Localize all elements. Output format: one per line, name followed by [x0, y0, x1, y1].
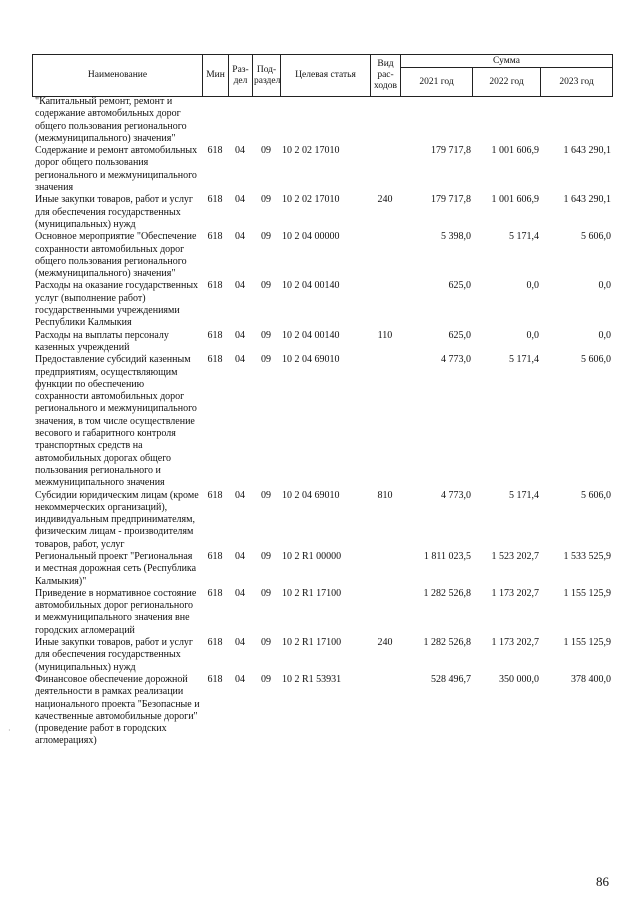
cell-sum-2022: [472, 96, 540, 145]
cell-sum-2022: 5 171,4: [509, 489, 539, 501]
cell-sum-2022: 1 173 202,7: [491, 637, 539, 649]
cell-podrazdel: 09: [261, 194, 271, 206]
header-year-2021: 2021 год: [401, 68, 473, 97]
cell-razdel: 04: [235, 673, 245, 685]
cell-sum-2022: 1 173 202,7: [491, 587, 539, 599]
table-row: [32, 194, 612, 231]
cell-vid: [370, 96, 400, 145]
table-row: [32, 96, 612, 145]
cell-vid: 240: [377, 637, 393, 649]
cell-sum-2021: 4 773,0: [441, 354, 471, 366]
cell-min: 618: [207, 550, 223, 562]
header-sum: Сумма: [401, 55, 613, 68]
cell-target: 10 2 04 69010: [282, 489, 340, 501]
header-year-2023: 2023 год: [541, 68, 613, 97]
row-name: Региональный проект "Региональная и местная дорожная сеть (Республика Калмыкия)": [35, 550, 197, 587]
cell-sum-2023: 0,0: [598, 280, 611, 292]
cell-vid: 240: [377, 194, 393, 206]
cell-vid: 110: [377, 329, 393, 341]
row-name: Субсидии юридическим лицам (кроме некоммерческих организаций), индивидуальным предпринимателям, физическим лицам - производителям товаров, работ, услуг: [35, 489, 199, 550]
table-row: [32, 551, 612, 588]
cell-min: 618: [207, 231, 223, 243]
cell-sum-2021: 179 717,8: [431, 145, 471, 157]
cell-sum-2023: 1 533 525,9: [563, 550, 611, 562]
cell-min: 618: [207, 329, 223, 341]
cell-sum-2023: 0,0: [598, 329, 611, 341]
row-name: Приведение в нормативное состояние автомобильных дорог регионального и межмуниципального значения вне городских агломераций: [35, 587, 197, 636]
cell-target: 10 2 04 00140: [282, 280, 340, 292]
cell-sum-2022: 1 523 202,7: [491, 550, 539, 562]
cell-min: 618: [207, 673, 223, 685]
cell-target: 10 2 R1 00000: [282, 550, 342, 562]
cell-sum-2022: 5 171,4: [509, 354, 539, 366]
cell-razdel: 04: [235, 194, 245, 206]
header-vid: Вид рас-ходов: [371, 55, 401, 97]
table-row: [32, 674, 612, 748]
cell-sum-2022: 1 001 606,9: [491, 194, 539, 206]
cell-podrazdel: 09: [261, 280, 271, 292]
cell-podrazdel: 09: [261, 637, 271, 649]
cell-sum-2023: 1 643 290,1: [563, 194, 611, 206]
cell-target: 10 2 04 69010: [282, 354, 340, 366]
table-row: [32, 637, 612, 674]
row-name: Расходы на оказание государственных услуг (выполнение работ) государственными учреждениями Республики Калмыкия: [35, 280, 199, 329]
cell-min: 618: [207, 194, 223, 206]
table-row: [32, 231, 612, 280]
cell-podrazdel: 09: [261, 489, 271, 501]
cell-min: 618: [207, 637, 223, 649]
cell-sum-2023: 1 155 125,9: [563, 587, 611, 599]
cell-min: 618: [207, 587, 223, 599]
header-min: Мин: [203, 55, 229, 97]
cell-podrazdel: 09: [261, 354, 271, 366]
cell-razdel: [228, 96, 252, 145]
cell-razdel: 04: [235, 231, 245, 243]
cell-target: 10 2 R1 17100: [282, 637, 342, 649]
cell-sum-2021: 625,0: [448, 280, 471, 292]
cell-min: 618: [207, 145, 223, 157]
header-name: Наименование: [33, 55, 203, 97]
row-name: Расходы на выплаты персоналу казенных учреждений: [35, 329, 169, 353]
cell-razdel: 04: [235, 489, 245, 501]
row-name: Основное мероприятие "Обеспечение сохранности автомобильных дорог общего пользования регионального (межмуниципального) значения": [35, 231, 197, 280]
cell-sum-2023: [540, 96, 612, 145]
cell-podrazdel: 09: [261, 145, 271, 157]
cell-sum-2022: 5 171,4: [509, 231, 539, 243]
row-name: Финансовое обеспечение дорожной деятельности в рамках реализации национального проекта "Безопасные и качественные автомобильные дороги" (проведение работ в городских агломерациях): [35, 673, 200, 747]
cell-razdel: 04: [235, 637, 245, 649]
cell-sum-2023: 1 155 125,9: [563, 637, 611, 649]
cell-vid: [370, 674, 400, 748]
table-row: [32, 490, 612, 551]
cell-sum-2022: 0,0: [526, 280, 539, 292]
table-row: [32, 330, 612, 355]
row-name: Иные закупки товаров, работ и услуг для обеспечения государственных (муниципальных) нужд: [35, 194, 194, 230]
cell-vid: [370, 588, 400, 637]
cell-min: 618: [207, 354, 223, 366]
cell-sum-2021: 625,0: [448, 329, 471, 341]
cell-razdel: 04: [235, 550, 245, 562]
cell-sum-2023: 5 606,0: [581, 354, 611, 366]
cell-target: 10 2 02 17010: [282, 194, 340, 206]
cell-sum-2023: 5 606,0: [581, 489, 611, 501]
cell-podrazdel: 09: [261, 587, 271, 599]
cell-min: [202, 96, 228, 145]
cell-razdel: 04: [235, 329, 245, 341]
side-mark: ·: [8, 726, 11, 735]
row-name: Иные закупки товаров, работ и услуг для обеспечения государственных (муниципальных) нужд: [35, 637, 194, 673]
cell-sum-2021: 1 811 023,5: [423, 550, 471, 562]
cell-min: 618: [207, 280, 223, 292]
cell-sum-2023: 378 400,0: [571, 673, 611, 685]
header-razdel: Раз-дел: [229, 55, 253, 97]
cell-podrazdel: 09: [261, 550, 271, 562]
table-header: [32, 54, 613, 97]
cell-sum-2021: 1 282 526,8: [423, 587, 471, 599]
cell-vid: [370, 551, 400, 588]
cell-sum-2022: 350 000,0: [499, 673, 539, 685]
cell-sum-2023: 5 606,0: [581, 231, 611, 243]
cell-target: 10 2 04 00140: [282, 329, 340, 341]
table-row: [32, 588, 612, 637]
cell-target: 10 2 R1 53931: [282, 673, 342, 685]
cell-razdel: 04: [235, 587, 245, 599]
table-row: [32, 280, 612, 329]
cell-vid: [370, 354, 400, 489]
page-number: 86: [596, 874, 609, 889]
cell-razdel: 04: [235, 280, 245, 292]
row-name: Содержание и ремонт автомобильных дорог общего пользования регионального и межмуниципального значения: [35, 145, 198, 194]
header-year-2022: 2022 год: [473, 68, 541, 97]
cell-podrazdel: 09: [261, 673, 271, 685]
header-podrazdel: Под-раздел: [253, 55, 281, 97]
cell-target: 10 2 04 00000: [282, 231, 340, 243]
cell-sum-2021: 179 717,8: [431, 194, 471, 206]
cell-sum-2021: [400, 96, 472, 145]
cell-sum-2023: 1 643 290,1: [563, 145, 611, 157]
cell-vid: 810: [377, 489, 393, 501]
header-target: Целевая статья: [281, 55, 371, 97]
cell-podrazdel: 09: [261, 329, 271, 341]
cell-target: 10 2 R1 17100: [282, 587, 342, 599]
cell-sum-2021: 4 773,0: [441, 489, 471, 501]
cell-podrazdel: [252, 96, 280, 145]
cell-vid: [370, 145, 400, 194]
table-body: [32, 96, 612, 748]
row-name: Предоставление субсидий казенным предприятиям, осуществляющим функции по обеспечению сохранности автомобильных дорог регионального и межмуниципального значения, в том числе осуществление весового и габаритного контроля транспортных средств на автомобильных дорогах общего пользования регионального и межмуниципального значения: [35, 354, 197, 489]
cell-sum-2021: 528 496,7: [431, 673, 471, 685]
table-row: [32, 354, 612, 489]
cell-target: [280, 96, 370, 145]
cell-vid: [370, 280, 400, 329]
cell-target: 10 2 02 17010: [282, 145, 340, 157]
cell-razdel: 04: [235, 145, 245, 157]
cell-sum-2021: 5 398,0: [441, 231, 471, 243]
cell-sum-2022: 0,0: [526, 329, 539, 341]
cell-sum-2021: 1 282 526,8: [423, 637, 471, 649]
table-row: [32, 145, 612, 194]
cell-razdel: 04: [235, 354, 245, 366]
cell-sum-2022: 1 001 606,9: [491, 145, 539, 157]
cell-podrazdel: 09: [261, 231, 271, 243]
cell-vid: [370, 231, 400, 280]
cell-min: 618: [207, 489, 223, 501]
row-name: "Капитальный ремонт, ремонт и содержание автомобильных дорог общего пользования регионального (межмуниципального) значения": [35, 96, 187, 144]
